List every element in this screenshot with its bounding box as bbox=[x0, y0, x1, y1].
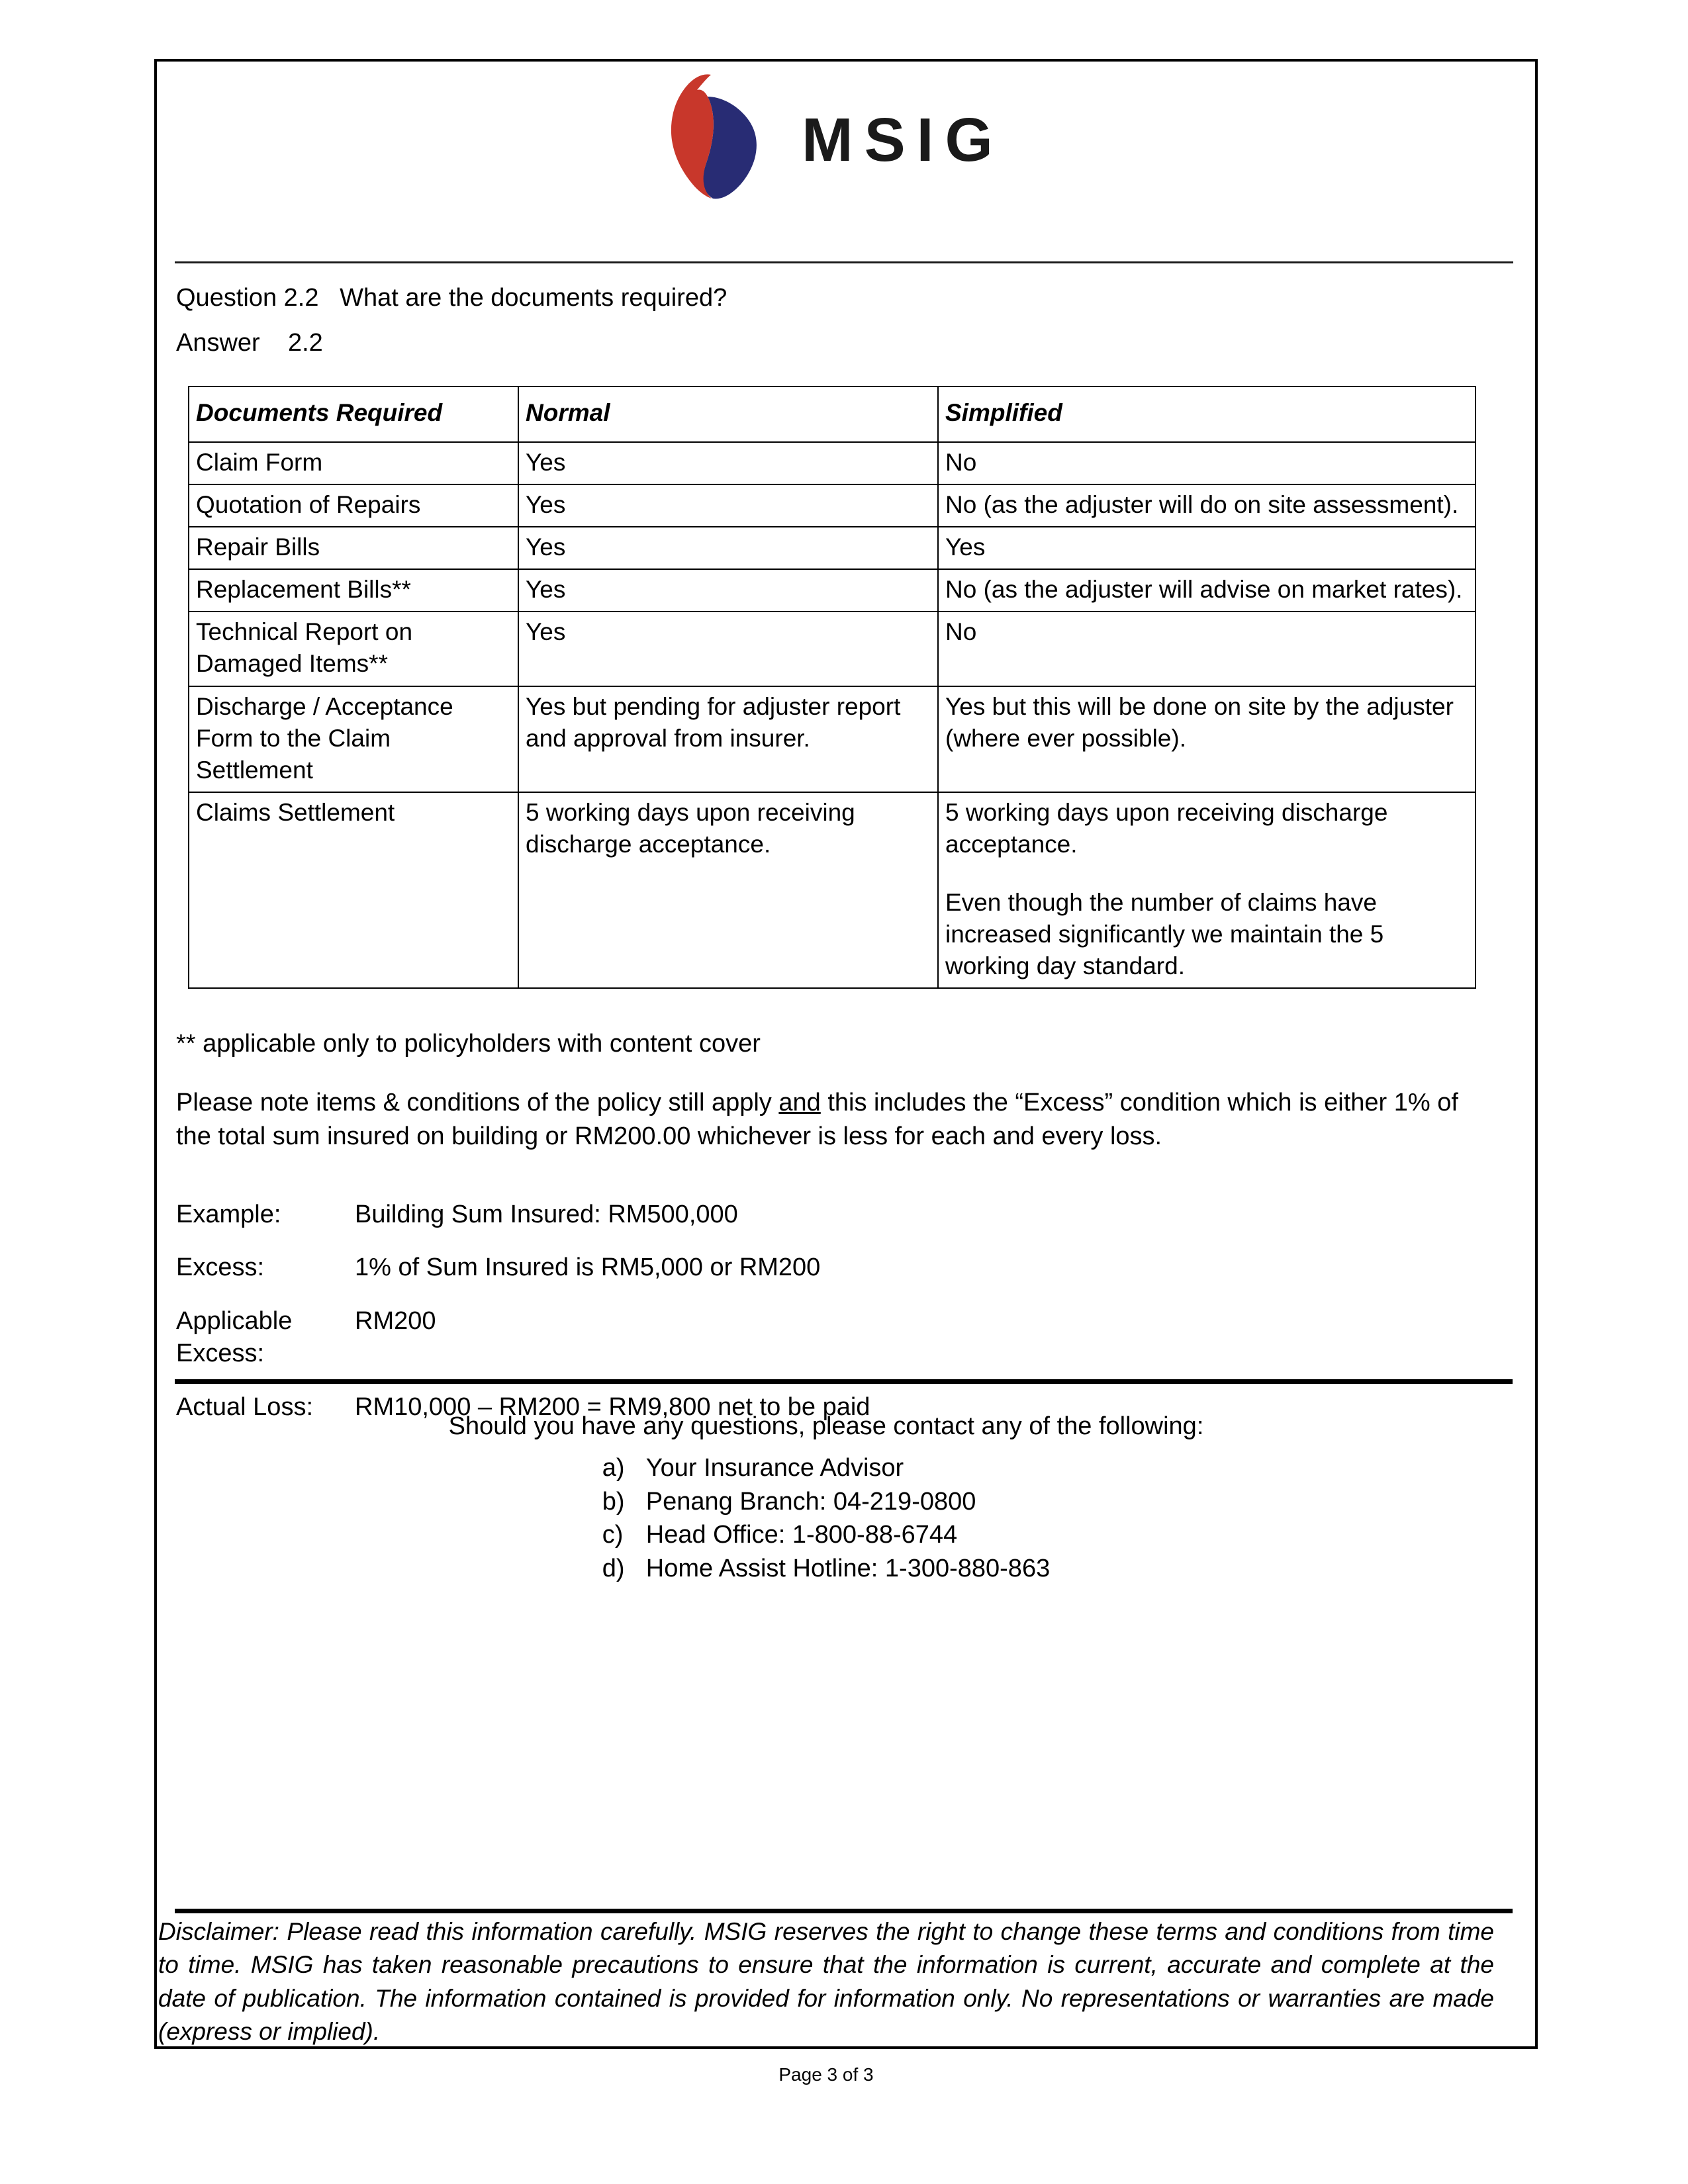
example-value: RM200 bbox=[355, 1306, 436, 1335]
cell-paragraph: Yes bbox=[945, 533, 986, 561]
cell-normal bbox=[518, 569, 938, 612]
cell-simplified bbox=[938, 612, 1476, 686]
cell-document: Quotation of Repairs bbox=[189, 484, 518, 527]
cell-document: Claim Form bbox=[189, 442, 518, 484]
cell-document: Repair Bills bbox=[189, 527, 518, 569]
cell-simplified bbox=[938, 484, 1476, 527]
example-value: 1% of Sum Insured is RM5,000 or RM200 bbox=[355, 1253, 821, 1282]
list-item bbox=[602, 1518, 1050, 1552]
list-item-label: Penang Branch: 04-219-0800 bbox=[645, 1487, 976, 1516]
brand-wordmark: MSIG bbox=[802, 105, 1004, 174]
list-item bbox=[602, 1552, 1050, 1586]
excess-example-block bbox=[176, 1199, 1434, 1424]
example-label: Example: bbox=[176, 1201, 281, 1228]
list-marker: d) bbox=[602, 1554, 625, 1582]
example-label: Applicable Excess: bbox=[176, 1306, 293, 1368]
cell-paragraph: Yes bbox=[526, 618, 566, 646]
example-row bbox=[176, 1199, 1434, 1231]
example-label: Actual Loss: bbox=[176, 1392, 313, 1421]
cell-simplified bbox=[938, 792, 1476, 988]
cell-normal bbox=[518, 792, 938, 988]
please-note-emphasis: and bbox=[778, 1089, 821, 1116]
example-label: Excess: bbox=[176, 1253, 265, 1282]
list-marker: c) bbox=[602, 1521, 624, 1549]
cell-paragraph: No (as the adjuster will advise on market rates). bbox=[945, 576, 1463, 604]
example-row bbox=[176, 1251, 1434, 1284]
cell-paragraph: No bbox=[945, 618, 977, 646]
document-page bbox=[154, 59, 1538, 2085]
please-note-part2: this includes the “Excess” condition which is either 1% of the total sum insured on building or RM200.00 whichever is less for each and every loss. bbox=[176, 1089, 1458, 1150]
cell-paragraph: 5 working days upon receiving discharge acceptance. bbox=[945, 798, 1388, 858]
example-value: Building Sum Insured: RM500,000 bbox=[355, 1201, 738, 1228]
cell-paragraph: Yes but pending for adjuster report and approval from insurer. bbox=[526, 692, 901, 752]
cell-simplified bbox=[938, 569, 1476, 612]
answer-line: Answer 2.2 bbox=[176, 329, 323, 357]
cell-normal bbox=[518, 686, 938, 792]
brand-header bbox=[157, 62, 1535, 214]
column-header-simplified: Simplified bbox=[938, 387, 1476, 442]
column-header-documents: Documents Required bbox=[189, 387, 518, 442]
please-note-paragraph bbox=[176, 1086, 1492, 1154]
list-item-label: Home Assist Hotline: 1-300-880-863 bbox=[645, 1554, 1051, 1582]
cell-normal bbox=[518, 484, 938, 527]
cell-paragraph: Yes but this will be done on site by the adjuster (where ever possible). bbox=[945, 692, 1454, 752]
list-item bbox=[602, 1485, 1050, 1519]
page-number-footer: Page 3 of 3 bbox=[778, 2064, 874, 2085]
cell-normal bbox=[518, 527, 938, 569]
section-divider-disclaimer bbox=[175, 1909, 1513, 1913]
table-row bbox=[189, 569, 1476, 612]
table-row bbox=[189, 527, 1476, 569]
list-item-label: Your Insurance Advisor bbox=[645, 1454, 904, 1482]
msig-flame-diamond-logo-icon bbox=[668, 71, 761, 204]
please-note-part1: Please note items & conditions of the policy still apply bbox=[176, 1089, 779, 1116]
cell-paragraph: No (as the adjuster will do on site assessment). bbox=[945, 491, 1459, 519]
example-row bbox=[176, 1305, 1434, 1371]
cell-normal bbox=[518, 442, 938, 484]
header-divider bbox=[175, 261, 1513, 263]
table-row bbox=[189, 484, 1476, 527]
cell-paragraph: No bbox=[945, 449, 977, 476]
cell-paragraph: Yes bbox=[526, 449, 566, 476]
cell-document: Replacement Bills** bbox=[189, 569, 518, 612]
table-row bbox=[189, 442, 1476, 484]
table-header-row bbox=[189, 387, 1476, 442]
disclaimer-text: Disclaimer: Please read this information carefully. MSIG reserves the right to change these terms and conditions from time to time. MSIG has taken reasonable precautions to ensure that the information is current, accurate and complete at the date of publication. The information contained is provided for information only. No representations or warranties are made (express or implied). bbox=[158, 1918, 1494, 2045]
cell-document: Technical Report on Damaged Items** bbox=[189, 612, 518, 686]
contact-list bbox=[157, 1451, 1495, 1585]
list-item-label: Head Office: 1-800-88-6744 bbox=[645, 1521, 958, 1549]
list-item bbox=[602, 1451, 1050, 1485]
table-row bbox=[189, 612, 1476, 686]
column-header-normal: Normal bbox=[518, 387, 938, 442]
cell-normal bbox=[518, 612, 938, 686]
cell-paragraph: Yes bbox=[526, 491, 566, 519]
documents-required-table bbox=[188, 386, 1476, 989]
cell-simplified bbox=[938, 527, 1476, 569]
cell-paragraph: Yes bbox=[526, 576, 566, 604]
cell-paragraph: 5 working days upon receiving discharge acceptance. bbox=[526, 798, 855, 858]
list-marker: b) bbox=[602, 1487, 625, 1516]
contact-heading: Should you have any questions, please contact any of the following: bbox=[448, 1412, 1204, 1440]
question-line: Question 2.2 What are the documents required? bbox=[176, 284, 727, 312]
cell-paragraph: Yes bbox=[526, 533, 566, 561]
cell-simplified bbox=[938, 686, 1476, 792]
table-row bbox=[189, 792, 1476, 988]
table-row bbox=[189, 686, 1476, 792]
cell-paragraph: Even though the number of claims have increased significantly we maintain the 5 working day standard. bbox=[945, 889, 1384, 980]
list-marker: a) bbox=[602, 1454, 625, 1482]
cell-document: Discharge / Acceptance Form to the Claim Settlement bbox=[189, 686, 518, 792]
example-value: RM10,000 – RM200 = RM9,800 net to be paid bbox=[355, 1392, 870, 1421]
table-footnote: ** applicable only to policyholders with content cover bbox=[176, 1030, 761, 1058]
cell-simplified bbox=[938, 442, 1476, 484]
cell-document: Claims Settlement bbox=[189, 792, 518, 988]
section-divider-contact bbox=[175, 1379, 1513, 1384]
